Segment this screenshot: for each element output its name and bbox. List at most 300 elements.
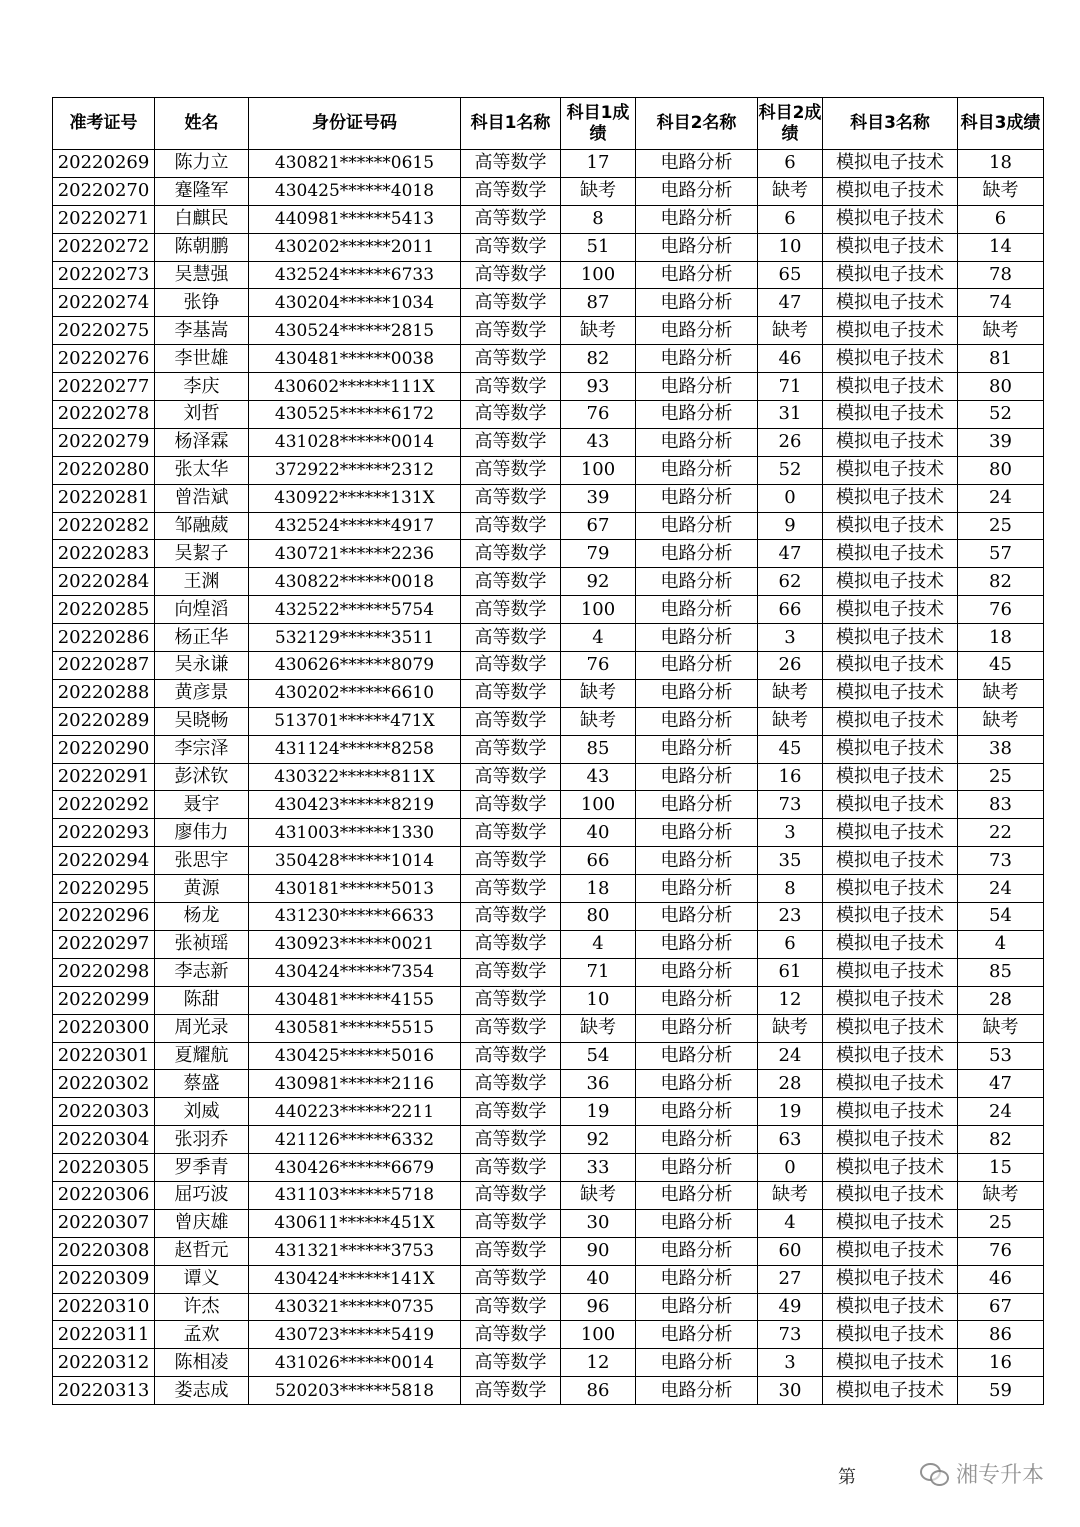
- cell-id-number: 532129******3511: [249, 624, 461, 652]
- cell-subject3-score: 28: [958, 986, 1044, 1014]
- cell-id-number: 440981******5413: [249, 205, 461, 233]
- cell-exam-id: 20220278: [53, 401, 155, 429]
- table-row: [53, 735, 1044, 763]
- cell-subject2-score: 73: [758, 791, 823, 819]
- cell-subject2-score: 66: [758, 596, 823, 624]
- cell-subject1-score: 100: [561, 791, 636, 819]
- cell-name: 吴晓畅: [155, 707, 249, 735]
- cell-subject3-name: 模拟电子技术: [823, 903, 958, 931]
- cell-subject2-name: 电路分析: [636, 373, 758, 401]
- cell-subject1-name: 高等数学: [461, 233, 561, 261]
- cell-subject2-name: 电路分析: [636, 484, 758, 512]
- cell-subject2-name: 电路分析: [636, 596, 758, 624]
- cell-subject1-name: 高等数学: [461, 930, 561, 958]
- cell-subject2-score: 10: [758, 233, 823, 261]
- cell-subject1-name: 高等数学: [461, 456, 561, 484]
- cell-id-number: 421126******6332: [249, 1126, 461, 1154]
- cell-subject1-name: 高等数学: [461, 1237, 561, 1265]
- cell-subject3-name: 模拟电子技术: [823, 401, 958, 429]
- cell-exam-id: 20220276: [53, 345, 155, 373]
- table-row: [53, 1293, 1044, 1321]
- cell-subject2-score: 52: [758, 456, 823, 484]
- cell-subject2-score: 27: [758, 1265, 823, 1293]
- table-body: [53, 150, 1044, 1405]
- cell-subject1-score: 76: [561, 652, 636, 680]
- cell-subject2-score: 6: [758, 205, 823, 233]
- cell-exam-id: 20220298: [53, 958, 155, 986]
- table-row: [53, 819, 1044, 847]
- cell-exam-id: 20220307: [53, 1209, 155, 1237]
- cell-exam-id: 20220288: [53, 679, 155, 707]
- cell-subject2-score: 31: [758, 401, 823, 429]
- cell-subject3-name: 模拟电子技术: [823, 930, 958, 958]
- cell-subject1-name: 高等数学: [461, 1377, 561, 1405]
- cell-subject3-score: 73: [958, 847, 1044, 875]
- cell-subject3-name: 模拟电子技术: [823, 1209, 958, 1237]
- cell-subject1-name: 高等数学: [461, 428, 561, 456]
- cell-id-number: 430822******0018: [249, 568, 461, 596]
- cell-subject2-score: 61: [758, 958, 823, 986]
- cell-id-number: 430424******141X: [249, 1265, 461, 1293]
- cell-name: 刘哲: [155, 401, 249, 429]
- cell-subject2-name: 电路分析: [636, 624, 758, 652]
- cell-subject3-name: 模拟电子技术: [823, 345, 958, 373]
- cell-name: 李宗泽: [155, 735, 249, 763]
- cell-subject1-name: 高等数学: [461, 484, 561, 512]
- table-row: [53, 317, 1044, 345]
- cell-subject3-name: 模拟电子技术: [823, 624, 958, 652]
- cell-subject1-score: 71: [561, 958, 636, 986]
- cell-exam-id: 20220271: [53, 205, 155, 233]
- watermark-text: 湘专升本: [955, 1463, 1044, 1488]
- table-row: [53, 1377, 1044, 1405]
- cell-name: 张祯瑶: [155, 930, 249, 958]
- header-subject1-name: 科目1名称: [461, 98, 561, 150]
- cell-exam-id: 20220273: [53, 261, 155, 289]
- cell-subject1-name: 高等数学: [461, 875, 561, 903]
- cell-name: 黄彦景: [155, 679, 249, 707]
- cell-subject2-score: 47: [758, 540, 823, 568]
- cell-subject1-name: 高等数学: [461, 1265, 561, 1293]
- cell-subject2-name: 电路分析: [636, 1098, 758, 1126]
- cell-id-number: 430981******2116: [249, 1070, 461, 1098]
- cell-subject2-name: 电路分析: [636, 1042, 758, 1070]
- cell-exam-id: 20220287: [53, 652, 155, 680]
- cell-subject3-name: 模拟电子技术: [823, 1265, 958, 1293]
- cell-subject3-name: 模拟电子技术: [823, 847, 958, 875]
- cell-subject3-score: 57: [958, 540, 1044, 568]
- cell-subject2-score: 缺考: [758, 679, 823, 707]
- cell-name: 许杰: [155, 1293, 249, 1321]
- cell-subject2-name: 电路分析: [636, 763, 758, 791]
- cell-id-number: 430181******5013: [249, 875, 461, 903]
- cell-subject3-score: 缺考: [958, 1181, 1044, 1209]
- cell-subject1-score: 缺考: [561, 1014, 636, 1042]
- cell-subject1-score: 90: [561, 1237, 636, 1265]
- table-row: [53, 903, 1044, 931]
- cell-subject2-name: 电路分析: [636, 791, 758, 819]
- cell-exam-id: 20220305: [53, 1154, 155, 1182]
- table-row: [53, 540, 1044, 568]
- cell-id-number: 430321******0735: [249, 1293, 461, 1321]
- cell-subject2-name: 电路分析: [636, 261, 758, 289]
- cell-subject1-score: 51: [561, 233, 636, 261]
- cell-subject3-score: 39: [958, 428, 1044, 456]
- cell-name: 李基嵩: [155, 317, 249, 345]
- cell-subject2-name: 电路分析: [636, 401, 758, 429]
- cell-subject3-score: 16: [958, 1349, 1044, 1377]
- cell-name: 陈甜: [155, 986, 249, 1014]
- cell-name: 李志新: [155, 958, 249, 986]
- cell-exam-id: 20220306: [53, 1181, 155, 1209]
- table-row: [53, 1098, 1044, 1126]
- cell-subject2-score: 24: [758, 1042, 823, 1070]
- cell-subject2-score: 3: [758, 624, 823, 652]
- table-row: [53, 1126, 1044, 1154]
- cell-subject2-score: 9: [758, 512, 823, 540]
- cell-subject2-name: 电路分析: [636, 1209, 758, 1237]
- cell-subject3-score: 85: [958, 958, 1044, 986]
- cell-subject3-score: 缺考: [958, 1014, 1044, 1042]
- cell-id-number: 431230******6633: [249, 903, 461, 931]
- cell-subject3-name: 模拟电子技术: [823, 1126, 958, 1154]
- cell-subject1-name: 高等数学: [461, 596, 561, 624]
- cell-subject1-name: 高等数学: [461, 791, 561, 819]
- cell-subject1-score: 82: [561, 345, 636, 373]
- cell-subject1-score: 100: [561, 596, 636, 624]
- cell-name: 向煌滔: [155, 596, 249, 624]
- cell-subject3-score: 缺考: [958, 707, 1044, 735]
- cell-exam-id: 20220299: [53, 986, 155, 1014]
- cell-exam-id: 20220302: [53, 1070, 155, 1098]
- cell-subject2-score: 缺考: [758, 177, 823, 205]
- cell-subject1-name: 高等数学: [461, 401, 561, 429]
- cell-subject2-score: 26: [758, 652, 823, 680]
- table-row: [53, 1237, 1044, 1265]
- cell-subject2-name: 电路分析: [636, 233, 758, 261]
- cell-subject1-name: 高等数学: [461, 1349, 561, 1377]
- cell-subject1-name: 高等数学: [461, 1209, 561, 1237]
- cell-subject1-score: 17: [561, 150, 636, 178]
- cell-name: 杨泽霖: [155, 428, 249, 456]
- cell-exam-id: 20220313: [53, 1377, 155, 1405]
- cell-id-number: 430581******5515: [249, 1014, 461, 1042]
- cell-exam-id: 20220301: [53, 1042, 155, 1070]
- cell-exam-id: 20220272: [53, 233, 155, 261]
- cell-subject3-score: 53: [958, 1042, 1044, 1070]
- cell-subject1-score: 100: [561, 456, 636, 484]
- cell-subject2-score: 73: [758, 1321, 823, 1349]
- cell-subject2-name: 电路分析: [636, 679, 758, 707]
- cell-subject1-score: 19: [561, 1098, 636, 1126]
- cell-subject3-score: 24: [958, 484, 1044, 512]
- cell-subject2-score: 缺考: [758, 1014, 823, 1042]
- cell-subject2-score: 19: [758, 1098, 823, 1126]
- cell-name: 邹融葳: [155, 512, 249, 540]
- cell-name: 屈巧波: [155, 1181, 249, 1209]
- cell-subject2-name: 电路分析: [636, 1126, 758, 1154]
- cell-subject3-score: 25: [958, 512, 1044, 540]
- cell-subject1-score: 67: [561, 512, 636, 540]
- cell-subject3-name: 模拟电子技术: [823, 1237, 958, 1265]
- cell-id-number: 430525******6172: [249, 401, 461, 429]
- cell-subject1-score: 80: [561, 903, 636, 931]
- cell-subject3-name: 模拟电子技术: [823, 1098, 958, 1126]
- cell-subject2-name: 电路分析: [636, 456, 758, 484]
- cell-subject1-name: 高等数学: [461, 150, 561, 178]
- table-row: [53, 1349, 1044, 1377]
- cell-subject2-score: 62: [758, 568, 823, 596]
- cell-id-number: 430481******0038: [249, 345, 461, 373]
- cell-subject1-name: 高等数学: [461, 512, 561, 540]
- cell-subject2-name: 电路分析: [636, 930, 758, 958]
- table-row: [53, 679, 1044, 707]
- cell-subject2-score: 缺考: [758, 1181, 823, 1209]
- cell-subject3-name: 模拟电子技术: [823, 986, 958, 1014]
- cell-subject3-score: 24: [958, 1098, 1044, 1126]
- cell-subject2-name: 电路分析: [636, 568, 758, 596]
- cell-exam-id: 20220303: [53, 1098, 155, 1126]
- cell-exam-id: 20220309: [53, 1265, 155, 1293]
- header-subject1-score: 科目1成绩: [561, 98, 636, 150]
- cell-subject1-score: 8: [561, 205, 636, 233]
- cell-subject1-name: 高等数学: [461, 345, 561, 373]
- cell-id-number: 430611******451X: [249, 1209, 461, 1237]
- cell-subject2-name: 电路分析: [636, 1181, 758, 1209]
- table-row: [53, 289, 1044, 317]
- cell-subject3-name: 模拟电子技术: [823, 177, 958, 205]
- cell-subject3-name: 模拟电子技术: [823, 428, 958, 456]
- cell-subject3-score: 4: [958, 930, 1044, 958]
- cell-subject2-name: 电路分析: [636, 1321, 758, 1349]
- cell-subject2-score: 30: [758, 1377, 823, 1405]
- cell-name: 白麒民: [155, 205, 249, 233]
- cell-subject1-name: 高等数学: [461, 735, 561, 763]
- cell-subject1-name: 高等数学: [461, 568, 561, 596]
- cell-subject1-score: 18: [561, 875, 636, 903]
- cell-subject3-score: 74: [958, 289, 1044, 317]
- cell-subject2-name: 电路分析: [636, 205, 758, 233]
- cell-subject1-name: 高等数学: [461, 261, 561, 289]
- cell-exam-id: 20220300: [53, 1014, 155, 1042]
- cell-exam-id: 20220291: [53, 763, 155, 791]
- cell-subject1-name: 高等数学: [461, 958, 561, 986]
- cell-subject1-score: 43: [561, 763, 636, 791]
- cell-name: 陈力立: [155, 150, 249, 178]
- table-row: [53, 652, 1044, 680]
- cell-name: 张太华: [155, 456, 249, 484]
- cell-subject1-name: 高等数学: [461, 1070, 561, 1098]
- cell-subject3-score: 59: [958, 1377, 1044, 1405]
- cell-subject1-score: 缺考: [561, 317, 636, 345]
- cell-name: 张羽乔: [155, 1126, 249, 1154]
- cell-id-number: 431026******0014: [249, 1349, 461, 1377]
- cell-id-number: 430723******5419: [249, 1321, 461, 1349]
- cell-exam-id: 20220270: [53, 177, 155, 205]
- cell-subject3-name: 模拟电子技术: [823, 456, 958, 484]
- cell-subject1-score: 缺考: [561, 1181, 636, 1209]
- cell-subject3-name: 模拟电子技术: [823, 819, 958, 847]
- cell-subject1-score: 85: [561, 735, 636, 763]
- cell-name: 张铮: [155, 289, 249, 317]
- cell-subject3-name: 模拟电子技术: [823, 512, 958, 540]
- cell-exam-id: 20220312: [53, 1349, 155, 1377]
- cell-name: 赵哲元: [155, 1237, 249, 1265]
- cell-subject2-name: 电路分析: [636, 986, 758, 1014]
- cell-subject1-name: 高等数学: [461, 903, 561, 931]
- cell-subject2-name: 电路分析: [636, 819, 758, 847]
- table-row: [53, 958, 1044, 986]
- cell-id-number: 430425******4018: [249, 177, 461, 205]
- cell-id-number: 350428******1014: [249, 847, 461, 875]
- cell-subject1-score: 4: [561, 930, 636, 958]
- cell-id-number: 431003******1330: [249, 819, 461, 847]
- cell-subject1-name: 高等数学: [461, 652, 561, 680]
- cell-id-number: 430204******1034: [249, 289, 461, 317]
- cell-subject2-score: 3: [758, 819, 823, 847]
- cell-name: 娄志成: [155, 1377, 249, 1405]
- table-row: [53, 986, 1044, 1014]
- cell-subject2-score: 6: [758, 150, 823, 178]
- table-row: [53, 791, 1044, 819]
- cell-subject1-name: 高等数学: [461, 847, 561, 875]
- cell-id-number: 430923******0021: [249, 930, 461, 958]
- cell-subject2-score: 4: [758, 1209, 823, 1237]
- cell-subject1-name: 高等数学: [461, 205, 561, 233]
- cell-id-number: 430626******8079: [249, 652, 461, 680]
- cell-exam-id: 20220294: [53, 847, 155, 875]
- cell-subject1-score: 93: [561, 373, 636, 401]
- cell-exam-id: 20220304: [53, 1126, 155, 1154]
- cell-subject1-score: 87: [561, 289, 636, 317]
- cell-exam-id: 20220295: [53, 875, 155, 903]
- cell-subject3-score: 86: [958, 1321, 1044, 1349]
- cell-exam-id: 20220308: [53, 1237, 155, 1265]
- cell-subject1-name: 高等数学: [461, 1181, 561, 1209]
- table-row: [53, 1321, 1044, 1349]
- cell-subject2-name: 电路分析: [636, 1293, 758, 1321]
- cell-id-number: 431124******8258: [249, 735, 461, 763]
- cell-id-number: 430721******2236: [249, 540, 461, 568]
- table-row: [53, 1014, 1044, 1042]
- cell-id-number: 432522******5754: [249, 596, 461, 624]
- cell-subject2-score: 28: [758, 1070, 823, 1098]
- cell-subject3-score: 6: [958, 205, 1044, 233]
- cell-subject1-score: 缺考: [561, 707, 636, 735]
- cell-name: 刘威: [155, 1098, 249, 1126]
- cell-subject2-name: 电路分析: [636, 652, 758, 680]
- table-row: [53, 177, 1044, 205]
- cell-subject2-score: 49: [758, 1293, 823, 1321]
- cell-subject1-name: 高等数学: [461, 986, 561, 1014]
- cell-name: 曾庆雄: [155, 1209, 249, 1237]
- table-row: [53, 568, 1044, 596]
- cell-subject2-name: 电路分析: [636, 847, 758, 875]
- cell-subject3-score: 45: [958, 652, 1044, 680]
- cell-id-number: 430425******5016: [249, 1042, 461, 1070]
- cell-subject1-score: 12: [561, 1349, 636, 1377]
- cell-subject3-name: 模拟电子技术: [823, 679, 958, 707]
- cell-subject3-score: 76: [958, 1237, 1044, 1265]
- cell-id-number: 432524******4917: [249, 512, 461, 540]
- table-row: [53, 456, 1044, 484]
- cell-name: 廖伟力: [155, 819, 249, 847]
- cell-subject3-name: 模拟电子技术: [823, 1293, 958, 1321]
- cell-subject2-name: 电路分析: [636, 1377, 758, 1405]
- cell-subject2-score: 8: [758, 875, 823, 903]
- cell-subject3-score: 24: [958, 875, 1044, 903]
- cell-subject2-name: 电路分析: [636, 875, 758, 903]
- cell-subject2-score: 0: [758, 484, 823, 512]
- cell-exam-id: 20220292: [53, 791, 155, 819]
- cell-name: 曾浩斌: [155, 484, 249, 512]
- cell-id-number: 430922******131X: [249, 484, 461, 512]
- cell-name: 吴絜子: [155, 540, 249, 568]
- cell-subject3-score: 25: [958, 1209, 1044, 1237]
- cell-subject3-score: 83: [958, 791, 1044, 819]
- cell-subject3-score: 46: [958, 1265, 1044, 1293]
- cell-subject3-name: 模拟电子技术: [823, 1154, 958, 1182]
- cell-subject3-score: 22: [958, 819, 1044, 847]
- cell-subject2-score: 12: [758, 986, 823, 1014]
- cell-subject1-name: 高等数学: [461, 707, 561, 735]
- cell-id-number: 431103******5718: [249, 1181, 461, 1209]
- cell-subject2-score: 3: [758, 1349, 823, 1377]
- cell-subject3-score: 38: [958, 735, 1044, 763]
- cell-subject2-name: 电路分析: [636, 1070, 758, 1098]
- cell-subject1-score: 33: [561, 1154, 636, 1182]
- cell-subject3-name: 模拟电子技术: [823, 1042, 958, 1070]
- cell-name: 聂宇: [155, 791, 249, 819]
- cell-exam-id: 20220275: [53, 317, 155, 345]
- table-row: [53, 373, 1044, 401]
- table-row: [53, 1181, 1044, 1209]
- table-row: [53, 596, 1044, 624]
- cell-subject3-score: 47: [958, 1070, 1044, 1098]
- cell-subject3-name: 模拟电子技术: [823, 958, 958, 986]
- cell-subject1-name: 高等数学: [461, 1154, 561, 1182]
- cell-subject1-score: 40: [561, 819, 636, 847]
- cell-subject3-name: 模拟电子技术: [823, 205, 958, 233]
- cell-id-number: 432524******6733: [249, 261, 461, 289]
- cell-subject3-name: 模拟电子技术: [823, 373, 958, 401]
- table-row: [53, 233, 1044, 261]
- cell-name: 罗季青: [155, 1154, 249, 1182]
- cell-subject3-name: 模拟电子技术: [823, 763, 958, 791]
- cell-subject2-score: 71: [758, 373, 823, 401]
- cell-subject1-name: 高等数学: [461, 317, 561, 345]
- cell-id-number: 430821******0615: [249, 150, 461, 178]
- cell-exam-id: 20220269: [53, 150, 155, 178]
- cell-name: 黄源: [155, 875, 249, 903]
- cell-subject1-score: 10: [561, 986, 636, 1014]
- cell-exam-id: 20220279: [53, 428, 155, 456]
- cell-name: 陈相凌: [155, 1349, 249, 1377]
- cell-name: 李世雄: [155, 345, 249, 373]
- cell-name: 夏耀航: [155, 1042, 249, 1070]
- table-row: [53, 205, 1044, 233]
- table-row: [53, 401, 1044, 429]
- cell-exam-id: 20220277: [53, 373, 155, 401]
- cell-id-number: 430322******811X: [249, 763, 461, 791]
- cell-subject3-score: 14: [958, 233, 1044, 261]
- cell-subject2-name: 电路分析: [636, 1154, 758, 1182]
- cell-subject2-name: 电路分析: [636, 150, 758, 178]
- cell-subject2-name: 电路分析: [636, 428, 758, 456]
- cell-exam-id: 20220281: [53, 484, 155, 512]
- cell-subject3-name: 模拟电子技术: [823, 261, 958, 289]
- cell-subject1-score: 66: [561, 847, 636, 875]
